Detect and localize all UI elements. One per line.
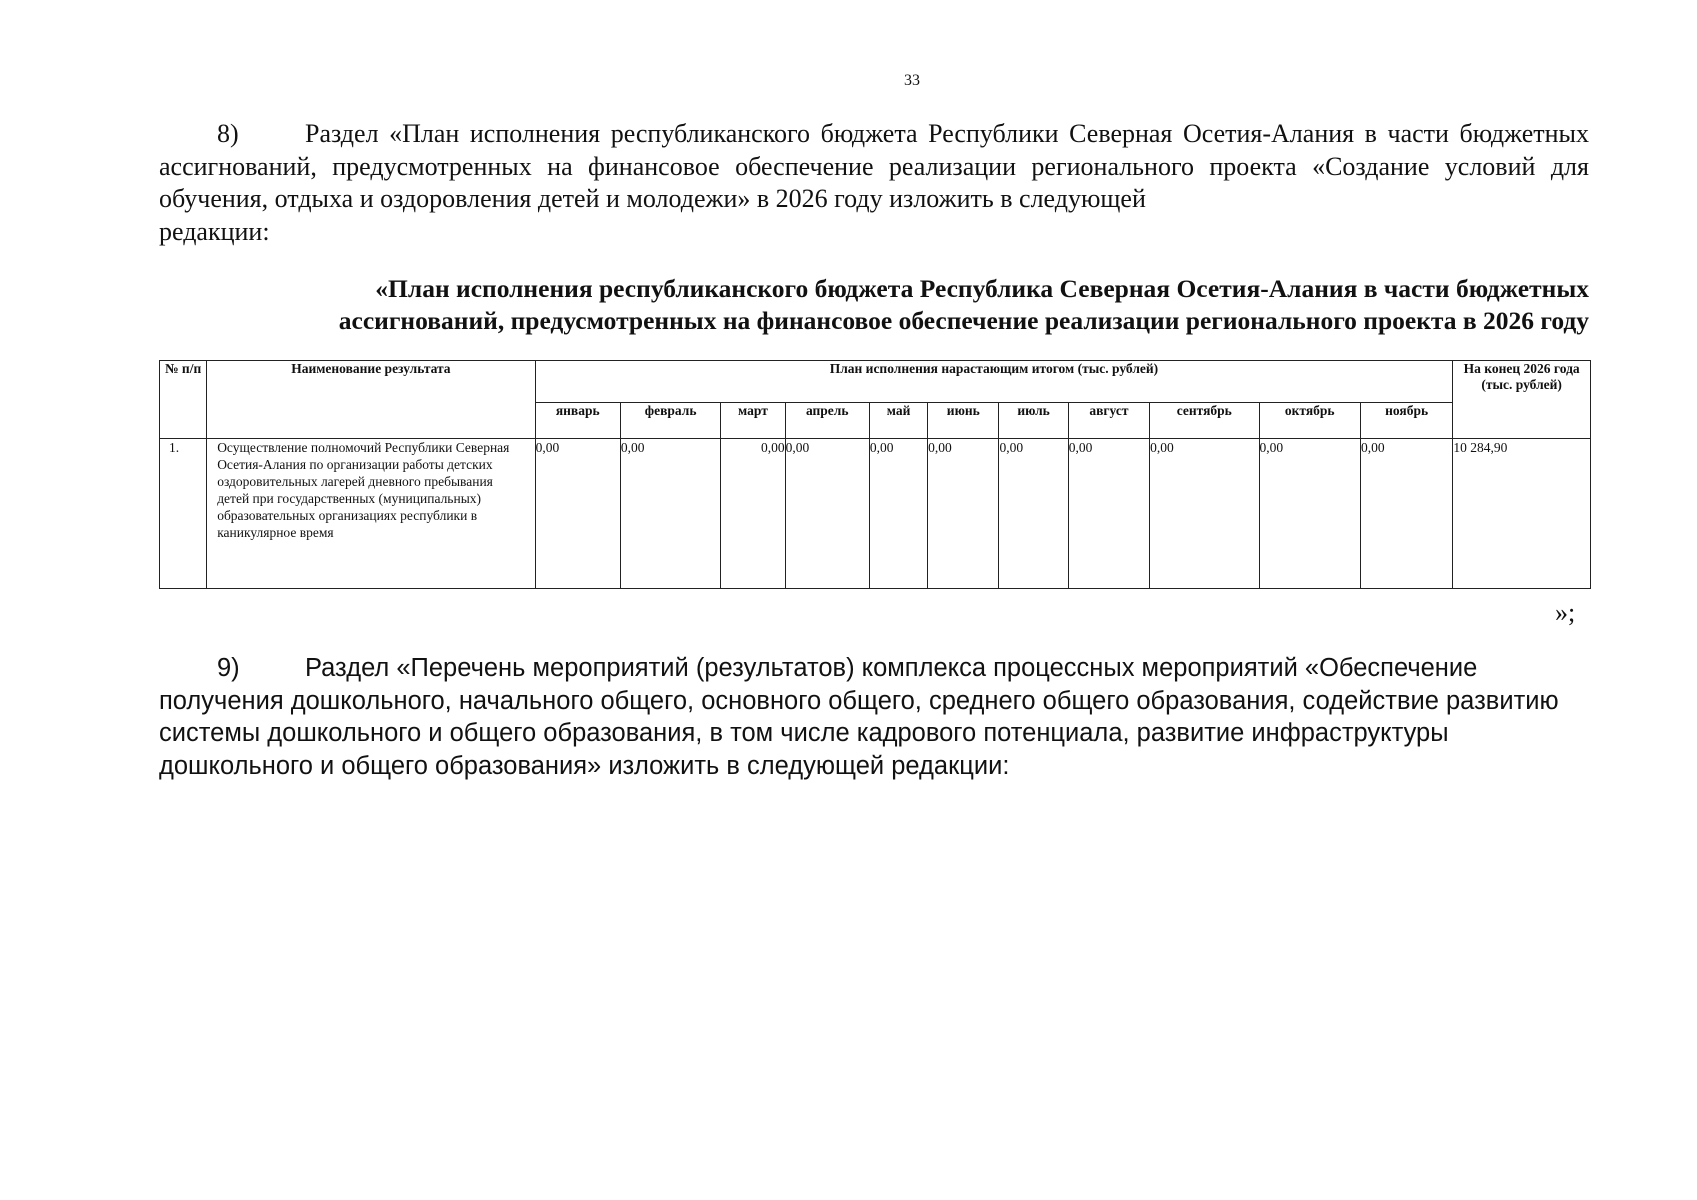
row-name: Осуществление полномочий Республики Северная Осетия-Алания по организации работы детских оздоровительных лагерей дневного пребывания детей при государственных (муниципальных) образовательных организациях республики в каникулярное время [207, 439, 535, 589]
row-value: 0,00 [535, 439, 620, 589]
header-month: январь [535, 403, 620, 439]
header-month: август [1068, 403, 1149, 439]
plan-table [159, 360, 1591, 589]
row-value: 0,00 [721, 439, 785, 589]
header-end-of-year: На конец 2026 года (тыс. рублей) [1453, 361, 1591, 439]
header-month: июнь [928, 403, 999, 439]
table-row [160, 439, 1591, 589]
row-value: 0,00 [869, 439, 927, 589]
section-9-text: Раздел «Перечень мероприятий (результатов) комплекса процессных мероприятий «Обеспечение получения дошкольного, начального общего, основного общего, среднего общего образования, содействие развитию системы дошкольного и общего образования, в том числе кадрового потенциала, развитие инфраструктуры дошкольного и общего образования» изложить в следующей редакции: [159, 654, 1559, 780]
row-total: 10 284,90 [1453, 439, 1591, 589]
plan-title-line-2: ассигнований, предусмотренных на финансовое обеспечение реализации регионального проекта в 2026 году [338, 306, 1589, 335]
header-month: октябрь [1259, 403, 1360, 439]
row-value: 0,00 [1360, 439, 1452, 589]
section-9-paragraph [159, 652, 1589, 782]
section-8-paragraph [159, 118, 1589, 248]
plan-title-line-1: «План исполнения республиканского бюджета Республика Северная Осетия-Алания в части бюджетных [375, 274, 1589, 303]
header-month: сентябрь [1150, 403, 1259, 439]
row-no: 1. [160, 439, 207, 589]
header-month: апрель [785, 403, 869, 439]
header-month: ноябрь [1360, 403, 1452, 439]
plan-title [159, 273, 1589, 337]
row-value: 0,00 [1259, 439, 1360, 589]
row-value: 0,00 [999, 439, 1068, 589]
header-month: март [721, 403, 785, 439]
page-number: 33 [904, 72, 920, 89]
section-8-number: 8) [217, 119, 239, 148]
section-9-number: 9) [217, 654, 240, 682]
row-value: 0,00 [1068, 439, 1149, 589]
header-plan: План исполнения нарастающим итогом (тыс. рублей) [535, 361, 1453, 403]
header-no: № п/п [160, 361, 207, 439]
section-8-text: Раздел «План исполнения республиканского бюджета Республики Северная Осетия-Алания в части бюджетных ассигнований, предусмотренных на финансовое обеспечение реализации регионального проекта «Создание условий для обучения, отдыха и оздоровления детей и молодежи» в 2026 году изложить в следующей [159, 119, 1589, 213]
header-month: май [869, 403, 927, 439]
header-month: июль [999, 403, 1068, 439]
row-value: 0,00 [620, 439, 720, 589]
row-value: 0,00 [928, 439, 999, 589]
section-8-text-end: редакции: [159, 216, 270, 246]
row-value: 0,00 [1150, 439, 1259, 589]
header-name: Наименование результата [207, 361, 535, 439]
header-month: февраль [620, 403, 720, 439]
row-value: 0,00 [785, 439, 869, 589]
closing-quote: »; [1555, 598, 1576, 627]
